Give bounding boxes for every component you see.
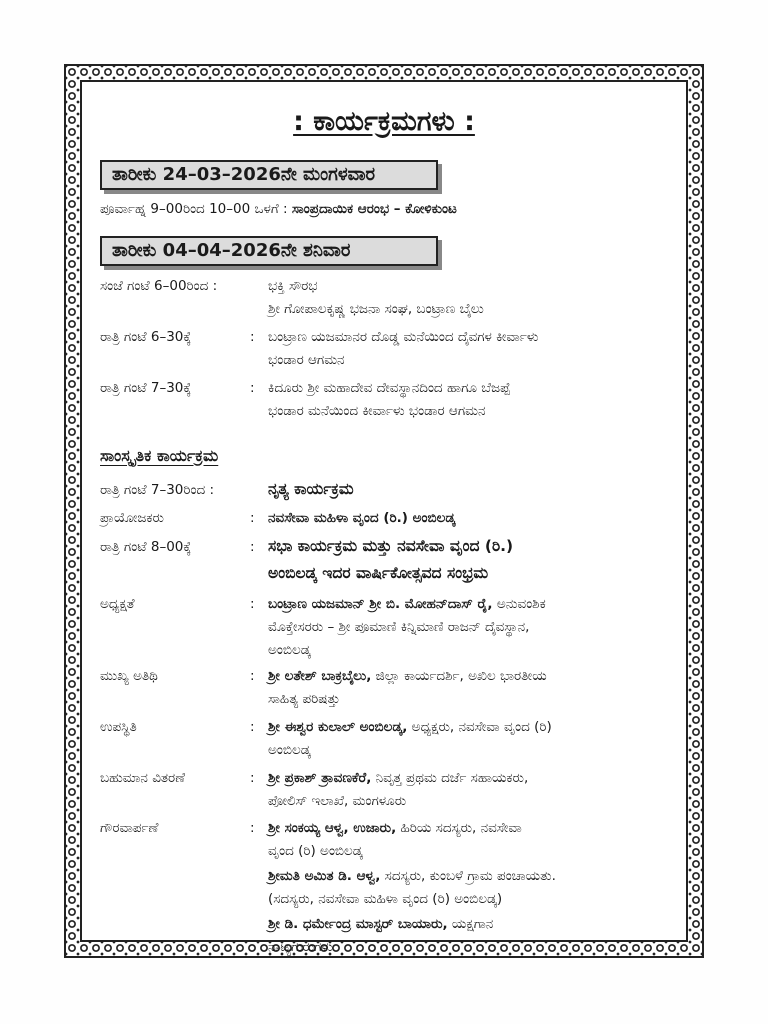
row-value: ಸಭಾ ಕಾರ್ಯಕ್ರಮ ಮತ್ತು ನವಸೇವಾ ವೃಂದ (ರಿ.) bbox=[268, 537, 514, 555]
colon: : bbox=[250, 770, 255, 786]
guest-role: ಪೋಲಿಸ್ ಇಲಾಖೆ, ಮಂಗಳೂರು bbox=[268, 793, 407, 809]
row-label: ರಾತ್ರಿ ಗಂಟೆ 7–30ರಿಂದ : bbox=[100, 482, 215, 498]
event-detail: ಶ್ರೀ ಗೋಪಾಲಕೃಷ್ಣ ಭಜನಾ ಸಂಘ, ಬಂಟ್ರಾಣ ಬೈಲು bbox=[268, 301, 484, 317]
colon: : bbox=[250, 510, 255, 526]
guest-name: ಶ್ರೀಮತಿ ಅಮಿತ ಡಿ. ಆಳ್ವ, bbox=[268, 868, 381, 884]
date-box-day1: ತಾರೀಕು 24–03–2026ನೇ ಮಂಗಳವಾರ bbox=[100, 160, 438, 190]
page-title: : ಕಾರ್ಯಕ್ರಮಗಳು : bbox=[293, 106, 475, 137]
guest-role: ಸದಸ್ಯರು, ಕುಂಬಳೆ ಗ್ರಾಮ ಪಂಚಾಯತು. bbox=[384, 868, 556, 884]
guest-role: ಹಿರಿಯ ಸದಸ್ಯರು, ನವಸೇವಾ bbox=[400, 820, 522, 836]
event-time: ರಾತ್ರಿ ಗಂಟೆ 7–30ಕ್ಕೆ bbox=[100, 380, 192, 396]
guest-role: ಅಂಬಿಲಡ್ಕ bbox=[268, 742, 311, 758]
guest-role: ನಾಟ್ಯಗುರುಗಳು bbox=[268, 939, 333, 955]
row-label: ರಾತ್ರಿ ಗಂಟೆ 8–00ಕ್ಕೆ bbox=[100, 539, 192, 555]
guest-role: ನಿವೃತ್ತ ಪ್ರಥಮ ದರ್ಜೆ ಸಹಾಯಕರು, bbox=[375, 770, 529, 786]
row-value bbox=[268, 868, 556, 884]
guest-role: ಜಿಲ್ಲಾ ಕಾರ್ಯದರ್ಶಿ, ಅಖಿಲ ಭಾರತೀಯ bbox=[375, 668, 547, 684]
row-label: ಪ್ರಾಯೋಜಕರು bbox=[100, 510, 164, 526]
event-time: ಸಂಜೆ ಗಂಟೆ 6–00ರಿಂದ : bbox=[100, 278, 218, 294]
guest-name: ಶ್ರೀ ಈಶ್ವರ ಕುಲಾಲ್ ಅಂಬಿಲಡ್ಕ, bbox=[268, 719, 408, 735]
row-value bbox=[268, 668, 547, 684]
date-box-day2: ತಾರೀಕು 04–04–2026ನೇ ಶನಿವಾರ bbox=[100, 236, 438, 266]
colon: : bbox=[250, 668, 255, 684]
event-time: ರಾತ್ರಿ ಗಂಟೆ 6–30ಕ್ಕೆ bbox=[100, 329, 192, 345]
row-label: ಅಧ್ಯಕ್ಷತೆ bbox=[100, 596, 135, 612]
row-value: ನೃತ್ಯ ಕಾರ್ಯಕ್ರಮ bbox=[268, 480, 354, 498]
row-value: ನವಸೇವಾ ಮಹಿಳಾ ವೃಂದ (ರಿ.) ಅಂಬಿಲಡ್ಕ bbox=[268, 510, 456, 526]
colon: : bbox=[250, 329, 255, 345]
row-label: ಬಹುಮಾನ ವಿತರಣೆ bbox=[100, 770, 186, 786]
cultural-heading: ಸಾಂಸ್ಕೃತಿಕ ಕಾರ್ಯಕ್ರಮ bbox=[100, 446, 219, 465]
guest-role: ಮೊಕ್ತೇಸರರು – ಶ್ರೀ ಪೂಮಾಣಿ ಕಿನ್ನಿಮಾಣಿ ರಾಜನ್ ದೈವಸ್ಥಾನ, bbox=[268, 619, 530, 635]
day1-time: ಪೂರ್ವಾಹ್ನ 9–00ರಿಂದ 10–00 ಒಳಗೆ : bbox=[100, 201, 288, 217]
row-label: ಮುಖ್ಯ ಅತಿಥಿ bbox=[100, 668, 158, 684]
row-label: ಉಪಸ್ಥಿತಿ bbox=[100, 719, 137, 735]
guest-name: ಶ್ರೀ ಪ್ರಕಾಶ್ ತ್ರಾವಣಕೆರೆ, bbox=[268, 770, 372, 786]
row-value bbox=[268, 820, 522, 836]
guest-name: ಬಂಟ್ರಾಣ ಯಜಮಾನ್ ಶ್ರೀ ಬಿ. ಮೋಹನ್‌ದಾಸ್ ರೈ, bbox=[268, 596, 493, 612]
colon: : bbox=[250, 820, 255, 836]
event-title: ಕಿದೂರು ಶ್ರೀ ಮಹಾದೇವ ದೇವಸ್ಥಾನದಿಂದ ಹಾಗೂ ಬೆಜಪ್ಪೆ bbox=[268, 380, 511, 396]
colon: : bbox=[250, 596, 255, 612]
event-detail: ಭಂಡಾರ ಮನೆಯಿಂದ ಕೀರ್ವಾಳು ಭಂಡಾರ ಆಗಮನ bbox=[268, 403, 486, 419]
event-title: ಭಕ್ತಿ ಸೌರಭ bbox=[268, 278, 318, 294]
row-value bbox=[268, 596, 546, 612]
colon: : bbox=[250, 380, 255, 396]
row-value bbox=[268, 916, 493, 932]
row-label: ಗೌರವಾರ್ಪಣೆ bbox=[100, 820, 159, 836]
guest-role: ಸಾಹಿತ್ಯ ಪರಿಷತ್ತು bbox=[268, 691, 341, 707]
event-detail: ಭಂಡಾರ ಆಗಮನ bbox=[268, 352, 345, 368]
colon: : bbox=[250, 719, 255, 735]
guest-name: ಶ್ರೀ ಡಿ. ಧರ್ಮೇಂದ್ರ ಮಾಸ್ಟರ್ ಬಾಯಾರು, bbox=[268, 916, 448, 932]
decorative-border bbox=[64, 64, 704, 958]
guest-role: ಅಂಬಿಲಡ್ಕ bbox=[268, 642, 311, 658]
day1-event-name: ಸಾಂಪ್ರದಾಯಿಕ ಆರಂಭ – ಕೋಳಿಕುಂಟ bbox=[291, 201, 457, 217]
guest-role: ಯಕ್ಷಗಾನ bbox=[451, 916, 494, 932]
guest-role: ಅನುವಂಶಿಕ bbox=[496, 596, 546, 612]
guest-role: ಅಧ್ಯಕ್ಷರು, ನವಸೇವಾ ವೃಂದ (ರಿ) bbox=[411, 719, 552, 735]
day1-event bbox=[100, 201, 457, 217]
row-value bbox=[268, 719, 552, 735]
colon: : bbox=[250, 539, 255, 555]
row-value bbox=[268, 770, 528, 786]
guest-role: (ಸದಸ್ಯರು, ನವಸೇವಾ ಮಹಿಳಾ ವೃಂದ (ರಿ) ಅಂಬಿಲಡ್ಕ) bbox=[268, 891, 503, 907]
content-panel bbox=[80, 80, 688, 955]
event-title: ಬಂಟ್ರಾಣ ಯಜಮಾನರ ದೊಡ್ಡ ಮನೆಯಿಂದ ದೈವಗಳ ಕೀರ್ವಾಳು bbox=[268, 329, 539, 345]
guest-name: ಶ್ರೀ ಸಂಕಯ್ಯ ಆಳ್ವ, ಉಜಾರು, bbox=[268, 820, 397, 836]
guest-name: ಶ್ರೀ ಲತೇಶ್ ಬಾಕ್ರಬೈಲು, bbox=[268, 668, 372, 684]
guest-role: ವೃಂದ (ರಿ) ಅಂಬಿಲಡ್ಕ bbox=[268, 843, 363, 859]
row-value: ಅಂಬಿಲಡ್ಕ ಇದರ ವಾರ್ಷಿಕೋತ್ಸವದ ಸಂಭ್ರಮ bbox=[268, 564, 489, 582]
